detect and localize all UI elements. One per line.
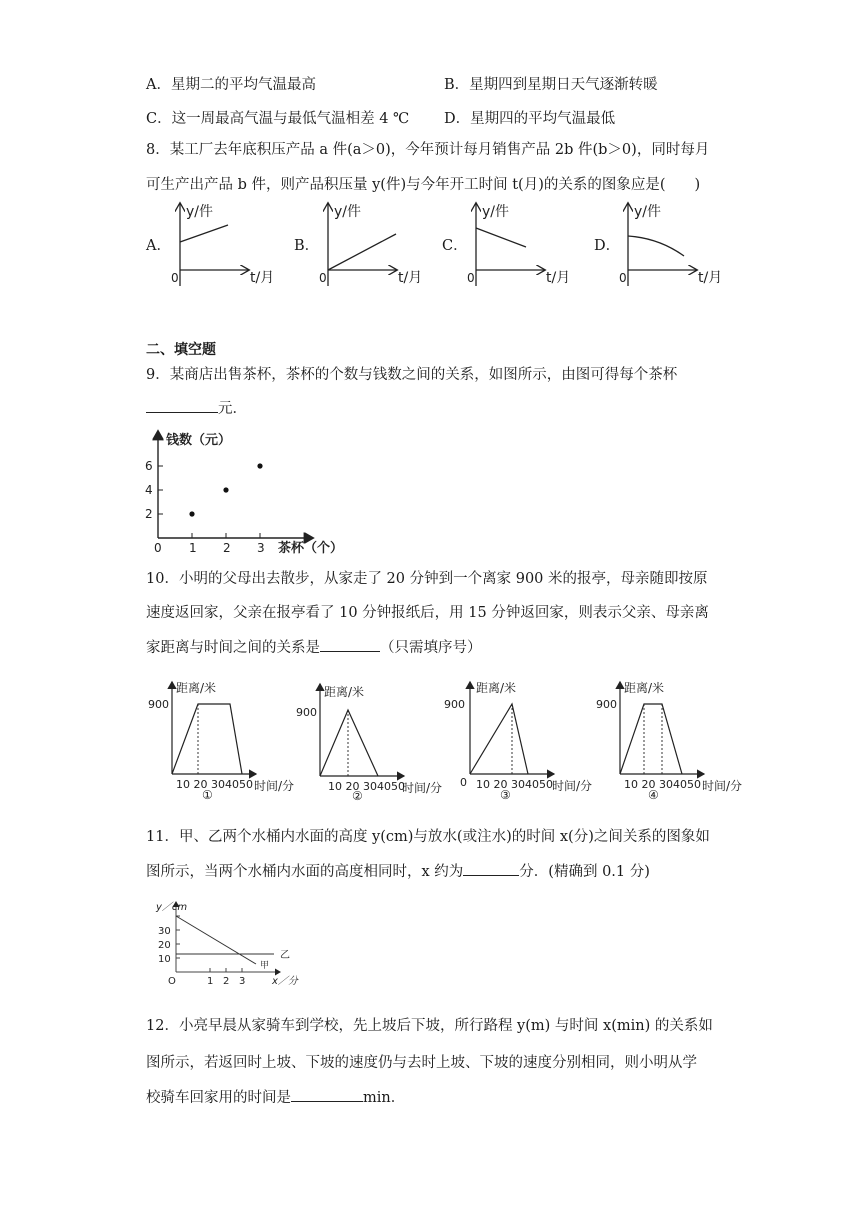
q8-graph-c (462, 198, 582, 292)
q7-option-b: B．星期四到星期日天气逐渐转暖 (444, 77, 658, 93)
q8-d-curve (628, 236, 684, 256)
q9-suffix: 元． (218, 401, 247, 417)
q10-answer-blank[interactable] (320, 637, 380, 652)
svg-text:900: 900 (444, 698, 465, 711)
q9-y-tick-label: 6 (145, 459, 153, 473)
svg-text:1: 1 (207, 976, 214, 987)
q8-label-c: C． (442, 238, 468, 254)
q9-scatter-chart (142, 426, 352, 556)
q8-c-line (476, 228, 526, 247)
q9-x-tick-label: 1 (189, 541, 197, 555)
svg-text:10 20 304050: 10 20 304050 (476, 778, 553, 791)
q8-label-d: D． (594, 238, 621, 254)
q10-line-3 (146, 637, 482, 658)
svg-text:甲: 甲 (260, 961, 270, 971)
q7-option-c: C．这一周最高气温与最低气温相差 4 ℃ (146, 111, 410, 127)
q9-data-point (223, 487, 228, 492)
q9-x-tick-label: 2 (223, 541, 231, 555)
q8-line-1: 8．某工厂去年底积压产品 a 件(a＞0)，今年预计每月销售产品 2b 件(b＞0)，同时每月 (146, 142, 710, 158)
q10-line-2: 速度返回家，父亲在报亭看了 10 分钟报纸后，用 15 分钟返回家，则表示父亲、母亲离 (146, 605, 709, 621)
svg-text:时间/分: 时间/分 (552, 779, 593, 793)
q8-label-b: B． (294, 238, 320, 254)
q8-a-xlabel: t/月 (250, 270, 275, 286)
svg-text:O: O (168, 976, 176, 987)
q8-b-xlabel: t/月 (398, 270, 423, 286)
q8-a-origin: 0 (171, 271, 179, 285)
svg-text:时间/分: 时间/分 (402, 781, 443, 795)
svg-text:③: ③ (500, 788, 511, 802)
q12-line-1: 12．小亮早晨从家骑车到学校，先上坡后下坡，所行路程 y(m) 与时间 x(min) 的关系如 (146, 1018, 713, 1034)
q12-line-3 (146, 1087, 405, 1108)
q10-graph-4 (594, 678, 750, 800)
q9-origin: 0 (154, 541, 162, 555)
q11-line-2-text: 图所示，当两个水桶内水面的高度相同时，x 约为 (146, 864, 464, 880)
svg-text:②: ② (352, 789, 363, 803)
q8-d-xlabel: t/月 (698, 270, 723, 286)
svg-text:距离/米: 距离/米 (476, 681, 517, 695)
q12-answer-blank[interactable] (291, 1087, 363, 1102)
svg-text:④: ④ (648, 788, 659, 802)
q9-y-tick-label: 2 (145, 507, 153, 521)
svg-text:10 20 304050: 10 20 304050 (328, 780, 405, 793)
q8-b-ylabel: y/件 (334, 204, 362, 220)
q9-data-point (257, 463, 262, 468)
svg-text:900: 900 (596, 698, 617, 711)
svg-text:乙: 乙 (280, 950, 290, 961)
q8-c-ylabel: y/件 (482, 204, 510, 220)
svg-text:x／分: x／分 (272, 976, 298, 987)
q8-b-line (328, 234, 396, 270)
q9-ylabel: 钱数（元） (166, 433, 232, 448)
q10-graph-1 (146, 678, 295, 802)
section-heading-fill-in: 二、填空题 (146, 342, 216, 358)
svg-text:距离/米: 距离/米 (324, 685, 365, 699)
svg-text:距离/米: 距离/米 (624, 681, 665, 695)
q8-a-line (180, 225, 228, 242)
q9-data-point (189, 511, 194, 516)
q11-chart (152, 896, 312, 990)
svg-text:900: 900 (148, 698, 169, 711)
q9-line-1: 9．某商店出售茶杯，茶杯的个数与钱数之间的关系，如图所示，由图可得每个茶杯 (146, 367, 678, 383)
svg-text:①: ① (202, 788, 213, 802)
q12-line-3-text: 校骑车回家用的时间是 (146, 1090, 291, 1106)
q9-line-2 (146, 398, 247, 419)
q9-answer-blank[interactable] (146, 398, 218, 413)
q8-a-ylabel: y/件 (186, 204, 214, 220)
q11-line-2-suffix: 分．(精确到 0.1 分) (519, 864, 650, 880)
svg-text:y／cm: y／cm (156, 902, 188, 913)
svg-text:2: 2 (223, 976, 230, 987)
q11-line-2 (146, 861, 650, 882)
q8-label-a: A． (146, 238, 171, 254)
q12-line-2: 图所示，若返回时上坡、下坡的速度仍与去时上坡、下坡的速度分别相同，则小明从学 (146, 1055, 697, 1071)
svg-text:10 20 304050: 10 20 304050 (176, 778, 253, 791)
q8-graph-d (614, 198, 734, 292)
q7-option-d: D．星期四的平均气温最低 (444, 111, 616, 127)
q8-d-origin: 0 (619, 271, 627, 285)
q10-line-3-text: 家距离与时间之间的关系是 (146, 640, 320, 656)
svg-text:10 20 304050: 10 20 304050 (624, 778, 701, 791)
q10-line-3-suffix: （只需填序号） (380, 640, 482, 656)
q9-xlabel: 茶杯（个） (278, 541, 344, 556)
q8-c-xlabel: t/月 (546, 270, 571, 286)
svg-text:20: 20 (158, 940, 171, 951)
q10-graph-2 (294, 678, 444, 803)
svg-text:3: 3 (239, 976, 246, 987)
q8-c-origin: 0 (467, 271, 475, 285)
svg-text:距离/米: 距离/米 (176, 681, 217, 695)
q9-y-tick-label: 4 (145, 483, 153, 497)
svg-text:时间/分: 时间/分 (702, 779, 743, 793)
svg-text:0: 0 (460, 776, 467, 789)
svg-text:时间/分: 时间/分 (254, 779, 295, 793)
q11-line-1: 11．甲、乙两个水桶内水面的高度 y(cm)与放水(或注水)的时间 x(分)之间关系的图象如 (146, 829, 710, 845)
q12-line-3-suffix: min． (363, 1090, 406, 1106)
q11-line-jia (176, 916, 256, 964)
q8-graph-b (314, 198, 434, 292)
q7-option-a: A．星期二的平均气温最高 (146, 77, 316, 93)
svg-text:900: 900 (296, 706, 317, 719)
q9-x-tick-label: 3 (257, 541, 265, 555)
q8-graph-a (166, 198, 286, 292)
svg-text:30: 30 (158, 926, 171, 937)
q10-graph-3 (442, 678, 598, 800)
q8-b-origin: 0 (319, 271, 327, 285)
q11-answer-blank[interactable] (463, 861, 519, 876)
q10-line-1: 10．小明的父母出去散步，从家走了 20 分钟到一个离家 900 米的报亭，母亲随即按原 (146, 571, 708, 587)
svg-text:10: 10 (158, 954, 171, 965)
q8-d-ylabel: y/件 (634, 204, 662, 220)
q8-line-2: 可生产出产品 b 件，则产品积压量 y(件)与今年开工时间 t(月)的关系的图象应是( ) (146, 177, 701, 193)
